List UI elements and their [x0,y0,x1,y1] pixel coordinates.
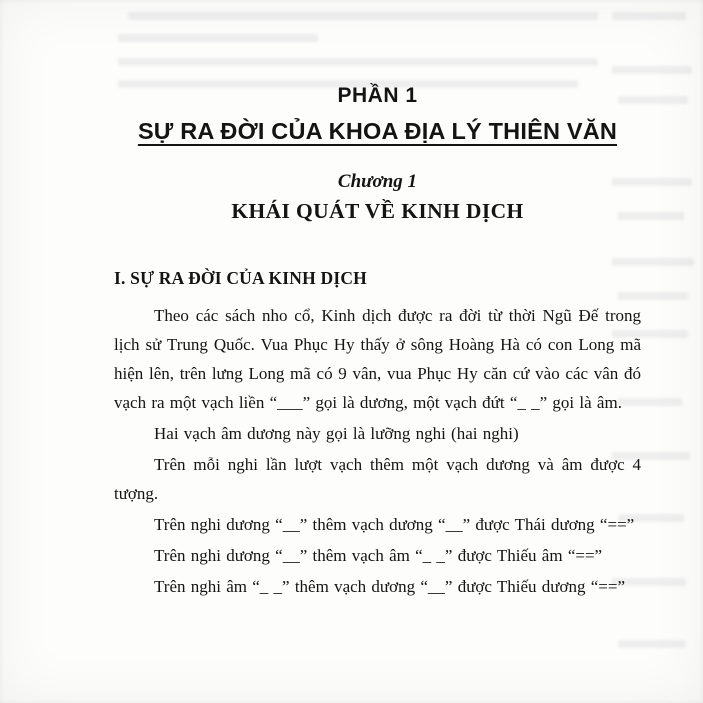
paragraph-thieu-am: Trên nghi dương “__” thêm vạch âm “_ _” được Thiếu âm “==” [154,546,603,565]
section-heading: I. SỰ RA ĐỜI CỦA KINH DỊCH [114,268,367,288]
chapter-label: Chương 1 [337,171,418,192]
paragraph-thieu-duong: Trên nghi âm “_ _” thêm vạch dương “__” được Thiếu dương “==” [154,577,626,596]
part-label: PHẦN 1 [337,84,418,107]
paragraph-intro: Theo các sách nho cổ, Kinh dịch được ra đời từ thời Ngũ Đế trong lịch sử Trung Quốc. Vua Phục Hy thấy ở sông Hoàng Hà có con Long mã hiện lên, trên lưng Long mã có 9 vân, vua Phục Hy căn cứ vào các vân đó vạch ra một vạch liền “___” gọi là dương, một vạch đứt “_ _” gọi là âm. [114,306,641,412]
paragraph-thai-duong: Trên nghi dương “__” thêm vạch dương “__” được Thái dương “==” [154,515,635,534]
paragraph-luong-nghi: Hai vạch âm dương này gọi là lưỡng nghi (hai nghi) [154,424,519,443]
chapter-title: KHÁI QUÁT VỀ KINH DỊCH [231,199,524,223]
paragraph-bon-tuong: Trên mỗi nghi lần lượt vạch thêm một vạch dương và âm được 4 tượng. [114,455,641,503]
part-title: SỰ RA ĐỜI CỦA KHOA ĐỊA LÝ THIÊN VĂN [137,118,618,144]
